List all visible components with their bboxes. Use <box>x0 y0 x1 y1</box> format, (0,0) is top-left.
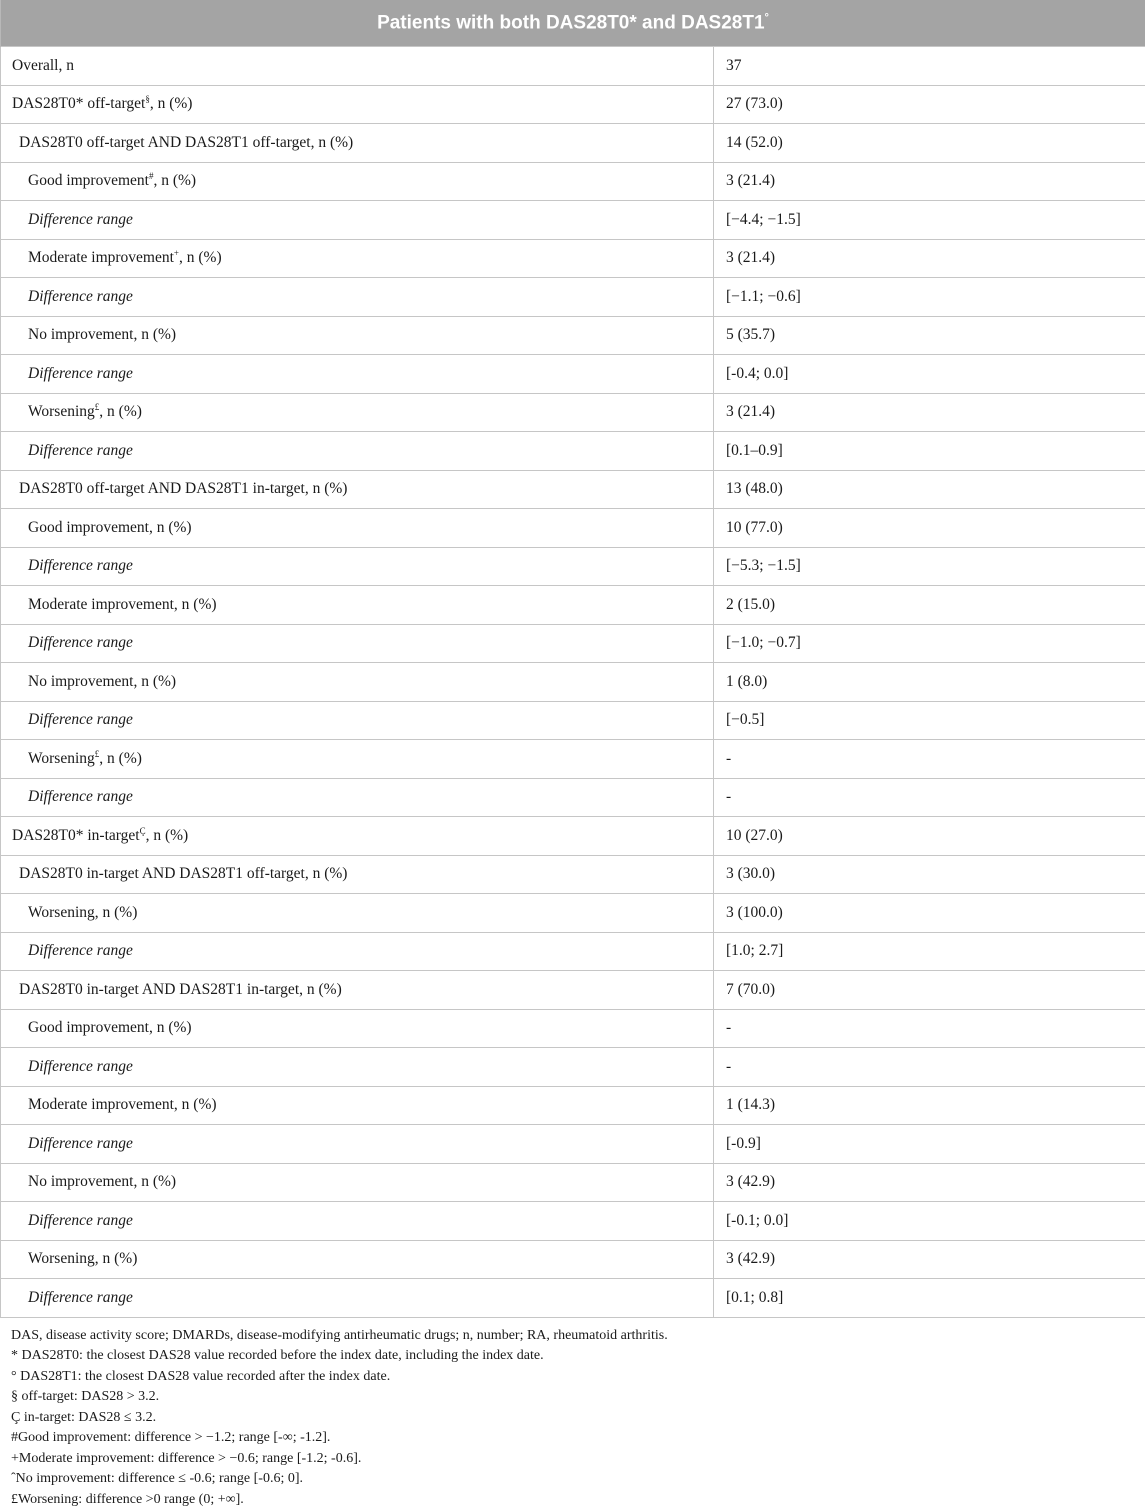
row-value: [−1.0; −0.7] <box>714 624 1145 663</box>
row-label: Moderate improvement, n (%) <box>1 1086 714 1125</box>
row-value: - <box>714 1009 1145 1048</box>
row-value: [1.0; 2.7] <box>714 932 1145 971</box>
table-row <box>1 971 1145 1010</box>
footnote-marker: Ç <box>140 826 146 836</box>
table-row <box>1 316 1145 355</box>
row-label: Difference range <box>1 932 714 971</box>
table-row <box>1 547 1145 586</box>
row-value: 3 (100.0) <box>714 894 1145 933</box>
row-value: [−4.4; −1.5] <box>714 201 1145 240</box>
table-title-text: Patients with both DAS28T0* and DAS28T1 <box>377 12 764 33</box>
row-label: No improvement, n (%) <box>1 1163 714 1202</box>
row-value: [0.1–0.9] <box>714 432 1145 471</box>
row-label: Difference range <box>1 432 714 471</box>
table-row <box>1 278 1145 317</box>
row-value: [-0.1; 0.0] <box>714 1202 1145 1241</box>
row-value: 3 (30.0) <box>714 855 1145 894</box>
table-row <box>1 1279 1145 1318</box>
footnote-marker: § <box>145 94 150 104</box>
row-value: - <box>714 1048 1145 1087</box>
row-value: 10 (77.0) <box>714 509 1145 548</box>
table-row <box>1 85 1145 124</box>
row-value: 3 (21.4) <box>714 393 1145 432</box>
footnote-moderate-improvement: +Moderate improvement: difference > −0.6; range [-1.2; -0.6]. <box>11 1449 1145 1470</box>
row-value: 10 (27.0) <box>714 817 1145 856</box>
table-row <box>1 162 1145 201</box>
table-row <box>1 1125 1145 1164</box>
table-row <box>1 393 1145 432</box>
row-value: [−0.5] <box>714 701 1145 740</box>
footnote-marker: £ <box>95 402 100 412</box>
row-value: 1 (14.3) <box>714 1086 1145 1125</box>
row-label: Good improvement, n (%) <box>1 509 714 548</box>
table-row <box>1 932 1145 971</box>
row-label: Worsening£, n (%) <box>1 740 714 779</box>
row-label: Difference range <box>1 355 714 394</box>
table-row <box>1 47 1145 86</box>
footnote-off-target: § off-target: DAS28 > 3.2. <box>11 1387 1145 1408</box>
table-row <box>1 624 1145 663</box>
row-label: Good improvement#, n (%) <box>1 162 714 201</box>
row-value: - <box>714 778 1145 817</box>
row-value: 7 (70.0) <box>714 971 1145 1010</box>
table-row <box>1 1048 1145 1087</box>
table-row <box>1 1202 1145 1241</box>
row-label: Moderate improvement, n (%) <box>1 586 714 625</box>
row-value: 3 (21.4) <box>714 162 1145 201</box>
row-label: Difference range <box>1 701 714 740</box>
table-row <box>1 817 1145 856</box>
table-row <box>1 432 1145 471</box>
table-row <box>1 701 1145 740</box>
row-value: [−5.3; −1.5] <box>714 547 1145 586</box>
footnote-worsening: £Worsening: difference >0 range (0; +∞]. <box>11 1490 1145 1510</box>
row-label: Worsening, n (%) <box>1 894 714 933</box>
row-value: 5 (35.7) <box>714 316 1145 355</box>
row-label: Difference range <box>1 1048 714 1087</box>
row-value: 27 (73.0) <box>714 85 1145 124</box>
row-label: Overall, n <box>1 47 714 86</box>
table-title-marker: ° <box>765 12 769 24</box>
row-value: 2 (15.0) <box>714 586 1145 625</box>
table-row <box>1 1086 1145 1125</box>
table-row <box>1 894 1145 933</box>
row-value: 1 (8.0) <box>714 663 1145 702</box>
row-value: 37 <box>714 47 1145 86</box>
row-value: [0.1; 0.8] <box>714 1279 1145 1318</box>
table-row <box>1 586 1145 625</box>
table-row <box>1 1240 1145 1279</box>
table-header-row <box>1 0 1145 47</box>
row-value: 3 (42.9) <box>714 1163 1145 1202</box>
row-label: DAS28T0 off-target AND DAS28T1 in-target, n (%) <box>1 470 714 509</box>
row-label: Difference range <box>1 1125 714 1164</box>
table-row <box>1 1009 1145 1048</box>
row-value: 3 (42.9) <box>714 1240 1145 1279</box>
row-label: No improvement, n (%) <box>1 663 714 702</box>
table-footnotes <box>0 1318 1145 1510</box>
row-label: DAS28T0* in-target$^Ç$, n (%) <box>1 817 714 856</box>
footnote-good-improvement: #Good improvement: difference > −1.2; range [-∞; -1.2]. <box>11 1428 1145 1449</box>
table-row <box>1 663 1145 702</box>
footnote-marker: + <box>174 248 179 258</box>
row-label: DAS28T0 in-target AND DAS28T1 in-target, n (%) <box>1 971 714 1010</box>
row-label: Good improvement, n (%) <box>1 1009 714 1048</box>
footnote-das28t0: * DAS28T0: the closest DAS28 value recorded before the index date, including the index date. <box>11 1346 1145 1367</box>
table-row <box>1 778 1145 817</box>
footnote-in-target: Ç in-target: DAS28 ≤ 3.2. <box>11 1408 1145 1429</box>
row-label: Difference range <box>1 624 714 663</box>
row-value: - <box>714 740 1145 779</box>
row-label: Worsening£, n (%) <box>1 393 714 432</box>
row-value: [−1.1; −0.6] <box>714 278 1145 317</box>
row-value: 3 (21.4) <box>714 239 1145 278</box>
footnote-no-improvement: ˆNo improvement: difference ≤ -0.6; range [-0.6; 0]. <box>11 1469 1145 1490</box>
footnote-abbreviations: DAS, disease activity score; DMARDs, disease-modifying antirheumatic drugs; n, number; RA, rheumatoid arthritis. <box>11 1326 1145 1347</box>
row-label: DAS28T0 in-target AND DAS28T1 off-target, n (%) <box>1 855 714 894</box>
row-label: DAS28T0* off-target§, n (%) <box>1 85 714 124</box>
row-value: [-0.9] <box>714 1125 1145 1164</box>
table-row <box>1 355 1145 394</box>
table-title <box>1 0 1145 47</box>
row-label: Worsening, n (%) <box>1 1240 714 1279</box>
row-value: [-0.4; 0.0] <box>714 355 1145 394</box>
table-row <box>1 470 1145 509</box>
row-label: DAS28T0 off-target AND DAS28T1 off-target, n (%) <box>1 124 714 163</box>
row-label: Difference range <box>1 1279 714 1318</box>
row-value: 13 (48.0) <box>714 470 1145 509</box>
table-row <box>1 1163 1145 1202</box>
row-label: Difference range <box>1 1202 714 1241</box>
footnote-das28t1: ° DAS28T1: the closest DAS28 value recorded after the index date. <box>11 1367 1145 1388</box>
table-row <box>1 855 1145 894</box>
row-label: Difference range <box>1 547 714 586</box>
footnote-marker: £ <box>95 749 100 759</box>
row-value: 14 (52.0) <box>714 124 1145 163</box>
row-label: Difference range <box>1 778 714 817</box>
row-label: No improvement, n (%) <box>1 316 714 355</box>
row-label: Moderate improvement+, n (%) <box>1 239 714 278</box>
table-row <box>1 740 1145 779</box>
table-row <box>1 509 1145 548</box>
row-label: Difference range <box>1 278 714 317</box>
footnote-marker: # <box>149 171 154 181</box>
table-row <box>1 124 1145 163</box>
table-row <box>1 201 1145 240</box>
table-row <box>1 239 1145 278</box>
row-label: Difference range <box>1 201 714 240</box>
